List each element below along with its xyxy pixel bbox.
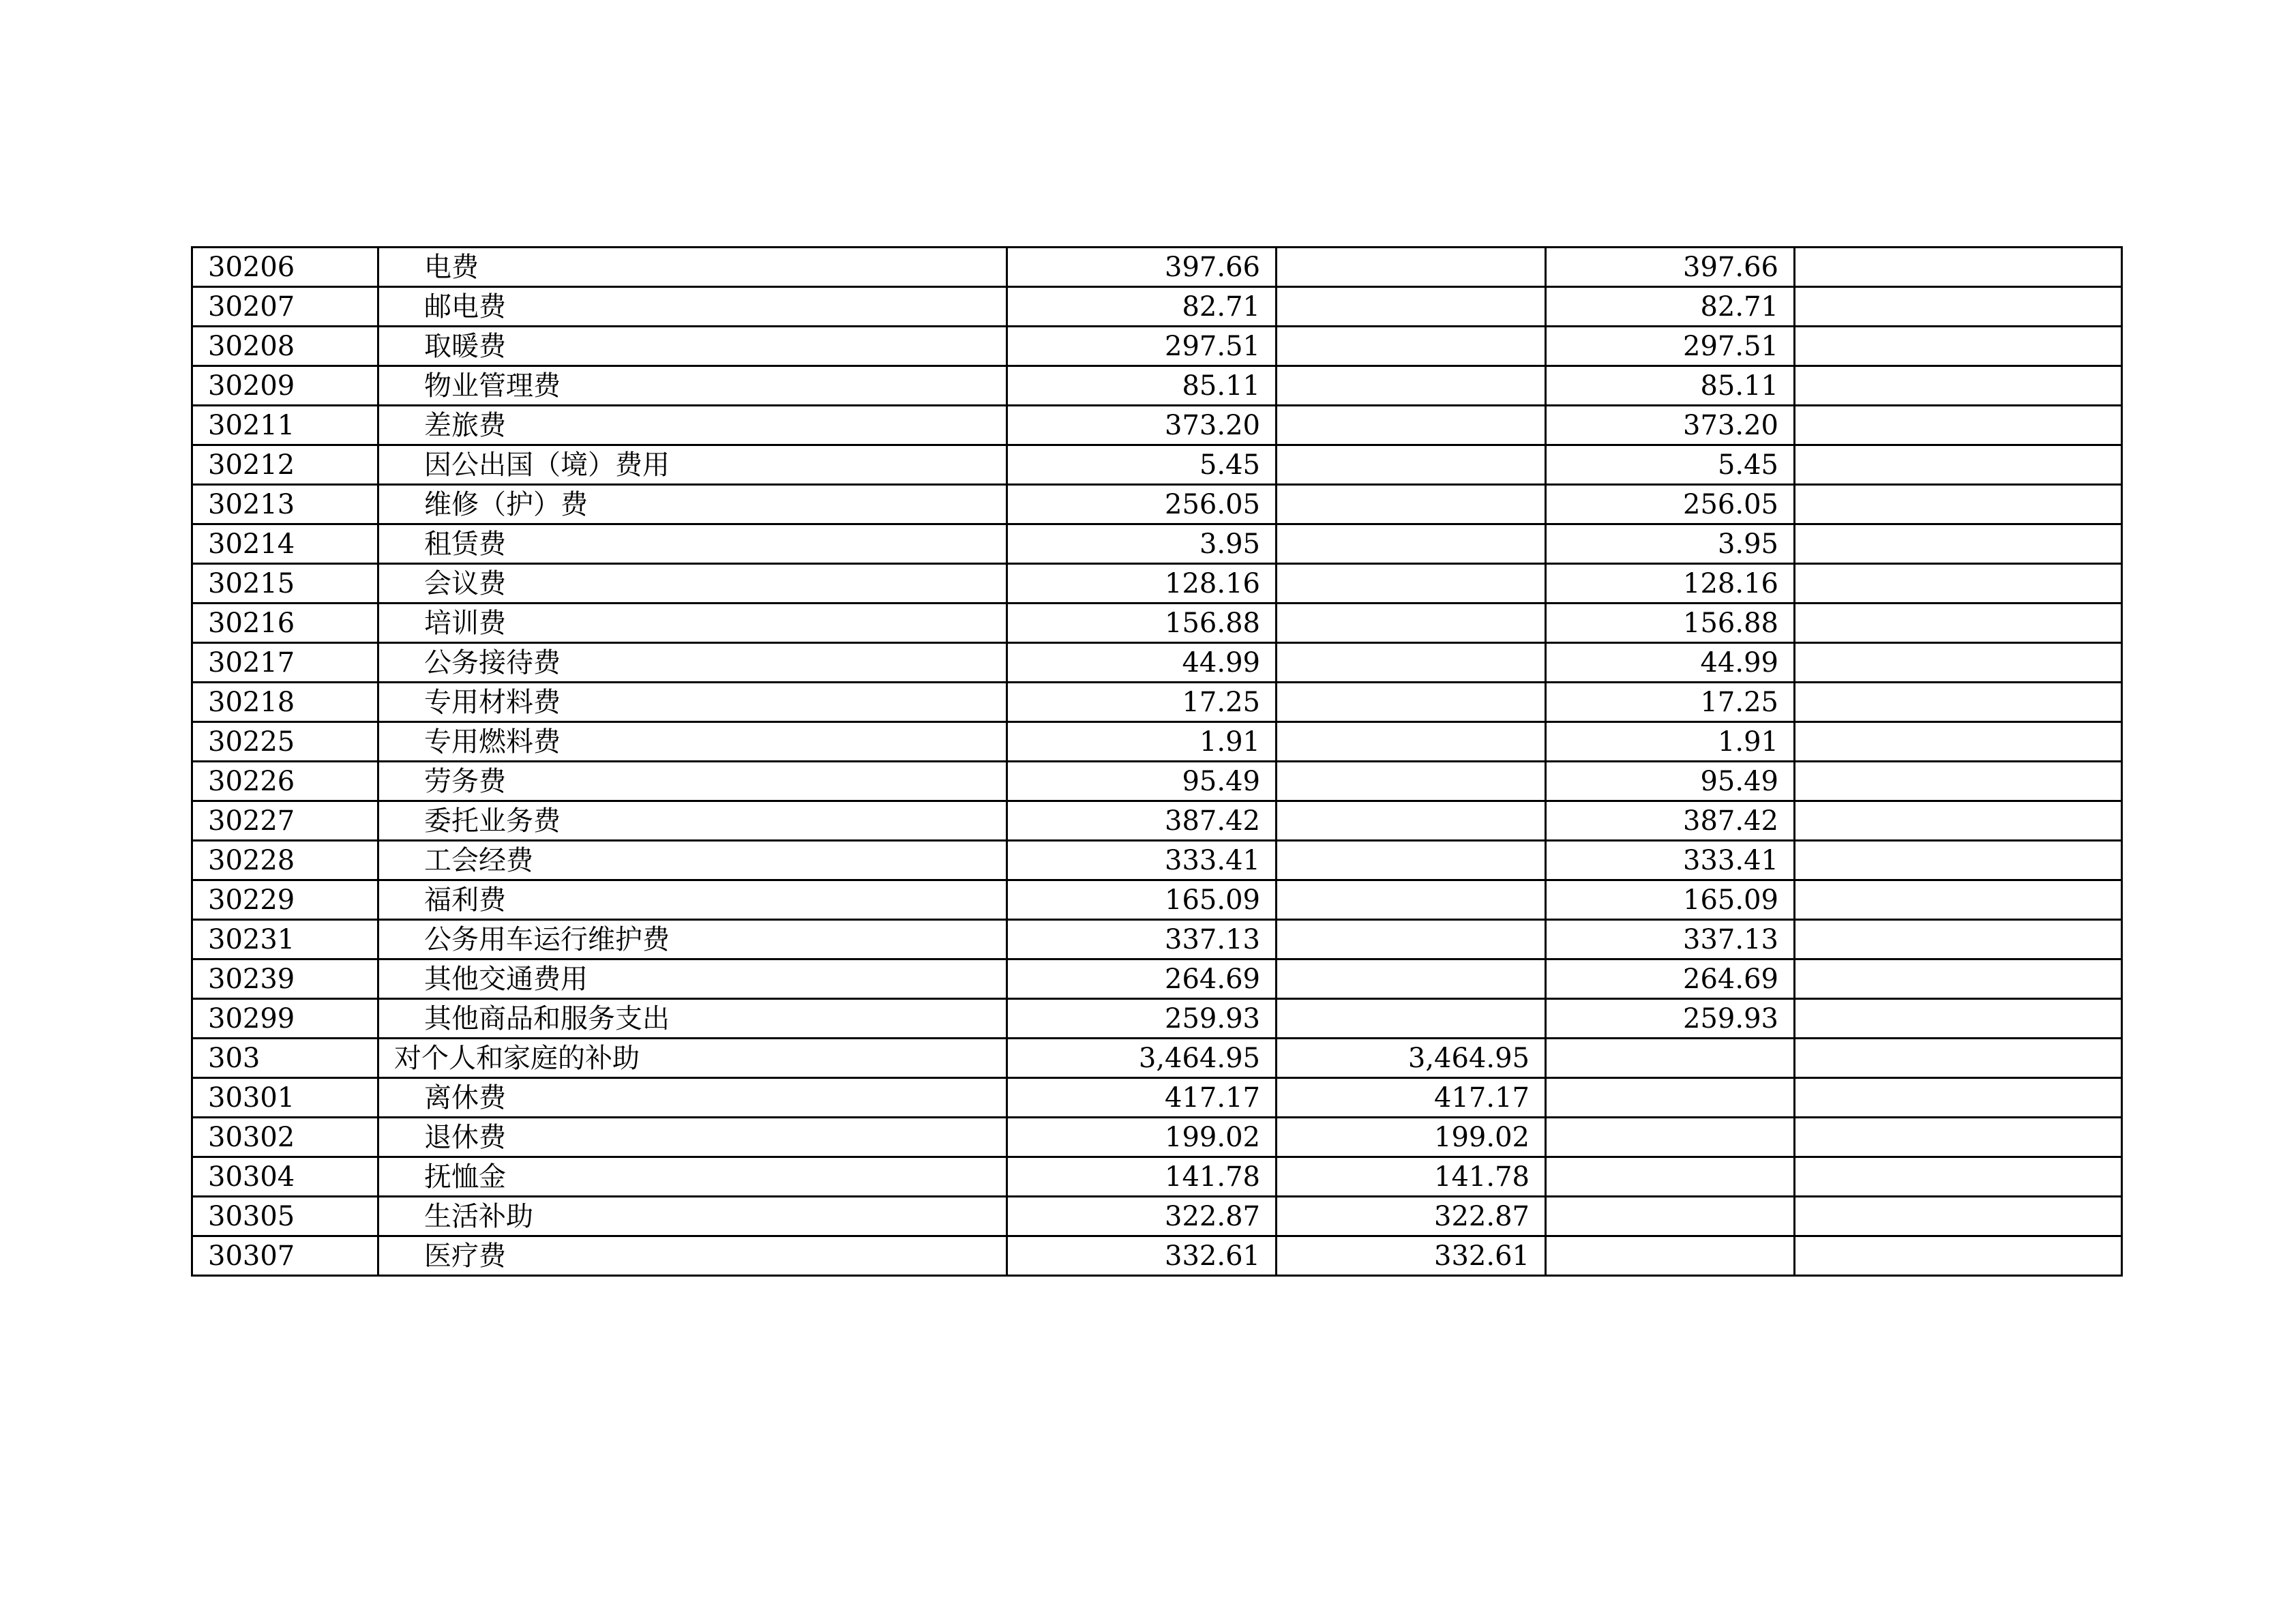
cell-basic-amount bbox=[1277, 445, 1546, 485]
cell-public-amount bbox=[1546, 1157, 1795, 1197]
table-row bbox=[192, 604, 2122, 643]
cell-public-amount: 259.93 bbox=[1546, 999, 1795, 1039]
cell-basic-amount: 3,464.95 bbox=[1277, 1039, 1546, 1078]
cell-basic-amount bbox=[1277, 959, 1546, 999]
cell-basic-amount bbox=[1277, 287, 1546, 327]
cell-basic-amount bbox=[1277, 841, 1546, 880]
table-row bbox=[192, 1039, 2122, 1078]
cell-economic-code: 30225 bbox=[192, 722, 378, 762]
table-row bbox=[192, 920, 2122, 959]
cell-total-amount: 417.17 bbox=[1007, 1078, 1277, 1118]
cell-extra-amount bbox=[1795, 959, 2122, 999]
cell-total-amount: 332.61 bbox=[1007, 1236, 1277, 1276]
cell-economic-code: 30218 bbox=[192, 683, 378, 722]
cell-basic-amount bbox=[1277, 999, 1546, 1039]
table-row bbox=[192, 1118, 2122, 1157]
cell-total-amount: 259.93 bbox=[1007, 999, 1277, 1039]
cell-basic-amount: 332.61 bbox=[1277, 1236, 1546, 1276]
cell-public-amount: 1.91 bbox=[1546, 722, 1795, 762]
cell-total-amount: 17.25 bbox=[1007, 683, 1277, 722]
cell-basic-amount bbox=[1277, 366, 1546, 406]
cell-public-amount: 333.41 bbox=[1546, 841, 1795, 880]
table-row bbox=[192, 801, 2122, 841]
table-row bbox=[192, 880, 2122, 920]
cell-total-amount: 156.88 bbox=[1007, 604, 1277, 643]
cell-expense-name: 委托业务费 bbox=[378, 801, 1007, 841]
cell-public-amount bbox=[1546, 1236, 1795, 1276]
cell-extra-amount bbox=[1795, 1039, 2122, 1078]
cell-expense-name: 租赁费 bbox=[378, 524, 1007, 564]
cell-basic-amount: 199.02 bbox=[1277, 1118, 1546, 1157]
cell-total-amount: 44.99 bbox=[1007, 643, 1277, 683]
cell-public-amount: 156.88 bbox=[1546, 604, 1795, 643]
cell-total-amount: 333.41 bbox=[1007, 841, 1277, 880]
cell-economic-code: 30239 bbox=[192, 959, 378, 999]
cell-extra-amount bbox=[1795, 1236, 2122, 1276]
table-row bbox=[192, 762, 2122, 801]
cell-public-amount: 44.99 bbox=[1546, 643, 1795, 683]
cell-total-amount: 322.87 bbox=[1007, 1197, 1277, 1236]
cell-expense-name: 离休费 bbox=[378, 1078, 1007, 1118]
cell-extra-amount bbox=[1795, 248, 2122, 287]
cell-total-amount: 1.91 bbox=[1007, 722, 1277, 762]
table-row bbox=[192, 1157, 2122, 1197]
cell-basic-amount bbox=[1277, 801, 1546, 841]
cell-extra-amount bbox=[1795, 1157, 2122, 1197]
table-row bbox=[192, 1078, 2122, 1118]
cell-extra-amount bbox=[1795, 445, 2122, 485]
cell-economic-code: 30214 bbox=[192, 524, 378, 564]
cell-economic-code: 30301 bbox=[192, 1078, 378, 1118]
cell-basic-amount: 141.78 bbox=[1277, 1157, 1546, 1197]
cell-basic-amount bbox=[1277, 683, 1546, 722]
cell-extra-amount bbox=[1795, 485, 2122, 524]
cell-expense-name: 会议费 bbox=[378, 564, 1007, 604]
cell-expense-name: 差旅费 bbox=[378, 406, 1007, 445]
cell-extra-amount bbox=[1795, 762, 2122, 801]
table-row bbox=[192, 722, 2122, 762]
cell-public-amount: 85.11 bbox=[1546, 366, 1795, 406]
cell-economic-code: 30217 bbox=[192, 643, 378, 683]
cell-expense-name: 福利费 bbox=[378, 880, 1007, 920]
table-row bbox=[192, 445, 2122, 485]
table-row bbox=[192, 327, 2122, 366]
cell-public-amount: 128.16 bbox=[1546, 564, 1795, 604]
table-row bbox=[192, 643, 2122, 683]
cell-public-amount bbox=[1546, 1078, 1795, 1118]
cell-extra-amount bbox=[1795, 801, 2122, 841]
cell-expense-name: 工会经费 bbox=[378, 841, 1007, 880]
cell-economic-code: 30307 bbox=[192, 1236, 378, 1276]
cell-extra-amount bbox=[1795, 841, 2122, 880]
cell-total-amount: 82.71 bbox=[1007, 287, 1277, 327]
expenditure-table bbox=[191, 246, 2123, 1277]
cell-basic-amount bbox=[1277, 327, 1546, 366]
table-row bbox=[192, 524, 2122, 564]
table-row bbox=[192, 564, 2122, 604]
cell-economic-code: 30206 bbox=[192, 248, 378, 287]
cell-economic-code: 30305 bbox=[192, 1197, 378, 1236]
cell-public-amount: 337.13 bbox=[1546, 920, 1795, 959]
cell-extra-amount bbox=[1795, 406, 2122, 445]
cell-public-amount bbox=[1546, 1039, 1795, 1078]
cell-economic-code: 30228 bbox=[192, 841, 378, 880]
cell-economic-code: 30207 bbox=[192, 287, 378, 327]
cell-extra-amount bbox=[1795, 920, 2122, 959]
table-row bbox=[192, 959, 2122, 999]
cell-public-amount: 256.05 bbox=[1546, 485, 1795, 524]
cell-total-amount: 95.49 bbox=[1007, 762, 1277, 801]
cell-economic-code: 30231 bbox=[192, 920, 378, 959]
cell-extra-amount bbox=[1795, 1118, 2122, 1157]
cell-extra-amount bbox=[1795, 287, 2122, 327]
cell-total-amount: 141.78 bbox=[1007, 1157, 1277, 1197]
cell-economic-code: 30227 bbox=[192, 801, 378, 841]
cell-total-amount: 337.13 bbox=[1007, 920, 1277, 959]
cell-extra-amount bbox=[1795, 1197, 2122, 1236]
table-row bbox=[192, 999, 2122, 1039]
cell-extra-amount bbox=[1795, 683, 2122, 722]
cell-extra-amount bbox=[1795, 880, 2122, 920]
cell-extra-amount bbox=[1795, 999, 2122, 1039]
cell-public-amount: 95.49 bbox=[1546, 762, 1795, 801]
table-row bbox=[192, 683, 2122, 722]
cell-total-amount: 165.09 bbox=[1007, 880, 1277, 920]
cell-total-amount: 387.42 bbox=[1007, 801, 1277, 841]
cell-economic-code: 30226 bbox=[192, 762, 378, 801]
cell-extra-amount bbox=[1795, 366, 2122, 406]
cell-basic-amount bbox=[1277, 604, 1546, 643]
cell-public-amount bbox=[1546, 1197, 1795, 1236]
cell-public-amount: 297.51 bbox=[1546, 327, 1795, 366]
cell-economic-code: 30302 bbox=[192, 1118, 378, 1157]
cell-total-amount: 3,464.95 bbox=[1007, 1039, 1277, 1078]
cell-extra-amount bbox=[1795, 643, 2122, 683]
cell-public-amount: 387.42 bbox=[1546, 801, 1795, 841]
cell-public-amount bbox=[1546, 1118, 1795, 1157]
cell-basic-amount bbox=[1277, 722, 1546, 762]
cell-expense-name: 专用材料费 bbox=[378, 683, 1007, 722]
cell-expense-name: 生活补助 bbox=[378, 1197, 1007, 1236]
table-row bbox=[192, 287, 2122, 327]
cell-expense-name: 物业管理费 bbox=[378, 366, 1007, 406]
cell-basic-amount bbox=[1277, 880, 1546, 920]
cell-public-amount: 3.95 bbox=[1546, 524, 1795, 564]
cell-expense-name: 电费 bbox=[378, 248, 1007, 287]
cell-expense-name: 退休费 bbox=[378, 1118, 1007, 1157]
cell-basic-amount: 417.17 bbox=[1277, 1078, 1546, 1118]
cell-expense-name: 公务用车运行维护费 bbox=[378, 920, 1007, 959]
cell-expense-name: 其他商品和服务支出 bbox=[378, 999, 1007, 1039]
cell-expense-name: 邮电费 bbox=[378, 287, 1007, 327]
cell-public-amount: 397.66 bbox=[1546, 248, 1795, 287]
table-body bbox=[192, 248, 2122, 1276]
cell-basic-amount bbox=[1277, 920, 1546, 959]
cell-expense-name: 其他交通费用 bbox=[378, 959, 1007, 999]
cell-basic-amount bbox=[1277, 248, 1546, 287]
cell-extra-amount bbox=[1795, 604, 2122, 643]
table-row bbox=[192, 1197, 2122, 1236]
cell-public-amount: 373.20 bbox=[1546, 406, 1795, 445]
cell-economic-code: 30229 bbox=[192, 880, 378, 920]
cell-public-amount: 17.25 bbox=[1546, 683, 1795, 722]
table-row bbox=[192, 248, 2122, 287]
cell-expense-name: 因公出国（境）费用 bbox=[378, 445, 1007, 485]
cell-economic-code: 30216 bbox=[192, 604, 378, 643]
cell-expense-name: 维修（护）费 bbox=[378, 485, 1007, 524]
cell-economic-code: 30211 bbox=[192, 406, 378, 445]
cell-economic-code: 303 bbox=[192, 1039, 378, 1078]
cell-public-amount: 82.71 bbox=[1546, 287, 1795, 327]
cell-expense-name: 医疗费 bbox=[378, 1236, 1007, 1276]
cell-total-amount: 199.02 bbox=[1007, 1118, 1277, 1157]
cell-economic-code: 30209 bbox=[192, 366, 378, 406]
cell-public-amount: 5.45 bbox=[1546, 445, 1795, 485]
cell-basic-amount bbox=[1277, 564, 1546, 604]
cell-economic-code: 30208 bbox=[192, 327, 378, 366]
cell-basic-amount bbox=[1277, 485, 1546, 524]
cell-total-amount: 264.69 bbox=[1007, 959, 1277, 999]
cell-expense-name: 抚恤金 bbox=[378, 1157, 1007, 1197]
cell-economic-code: 30212 bbox=[192, 445, 378, 485]
cell-total-amount: 297.51 bbox=[1007, 327, 1277, 366]
cell-basic-amount bbox=[1277, 406, 1546, 445]
cell-total-amount: 373.20 bbox=[1007, 406, 1277, 445]
table-row bbox=[192, 406, 2122, 445]
table-row bbox=[192, 1236, 2122, 1276]
table-row bbox=[192, 841, 2122, 880]
cell-total-amount: 256.05 bbox=[1007, 485, 1277, 524]
cell-total-amount: 397.66 bbox=[1007, 248, 1277, 287]
cell-public-amount: 264.69 bbox=[1546, 959, 1795, 999]
cell-total-amount: 85.11 bbox=[1007, 366, 1277, 406]
cell-extra-amount bbox=[1795, 564, 2122, 604]
cell-expense-name: 公务接待费 bbox=[378, 643, 1007, 683]
cell-expense-name: 培训费 bbox=[378, 604, 1007, 643]
cell-basic-amount bbox=[1277, 762, 1546, 801]
cell-expense-name: 劳务费 bbox=[378, 762, 1007, 801]
cell-public-amount: 165.09 bbox=[1546, 880, 1795, 920]
cell-expense-name: 对个人和家庭的补助 bbox=[378, 1039, 1007, 1078]
cell-economic-code: 30299 bbox=[192, 999, 378, 1039]
cell-extra-amount bbox=[1795, 524, 2122, 564]
cell-economic-code: 30215 bbox=[192, 564, 378, 604]
cell-extra-amount bbox=[1795, 722, 2122, 762]
cell-extra-amount bbox=[1795, 1078, 2122, 1118]
cell-basic-amount: 322.87 bbox=[1277, 1197, 1546, 1236]
cell-total-amount: 128.16 bbox=[1007, 564, 1277, 604]
table-row bbox=[192, 485, 2122, 524]
cell-total-amount: 5.45 bbox=[1007, 445, 1277, 485]
cell-basic-amount bbox=[1277, 524, 1546, 564]
cell-economic-code: 30304 bbox=[192, 1157, 378, 1197]
cell-basic-amount bbox=[1277, 643, 1546, 683]
cell-expense-name: 取暖费 bbox=[378, 327, 1007, 366]
cell-economic-code: 30213 bbox=[192, 485, 378, 524]
table-row bbox=[192, 366, 2122, 406]
cell-total-amount: 3.95 bbox=[1007, 524, 1277, 564]
cell-extra-amount bbox=[1795, 327, 2122, 366]
cell-expense-name: 专用燃料费 bbox=[378, 722, 1007, 762]
